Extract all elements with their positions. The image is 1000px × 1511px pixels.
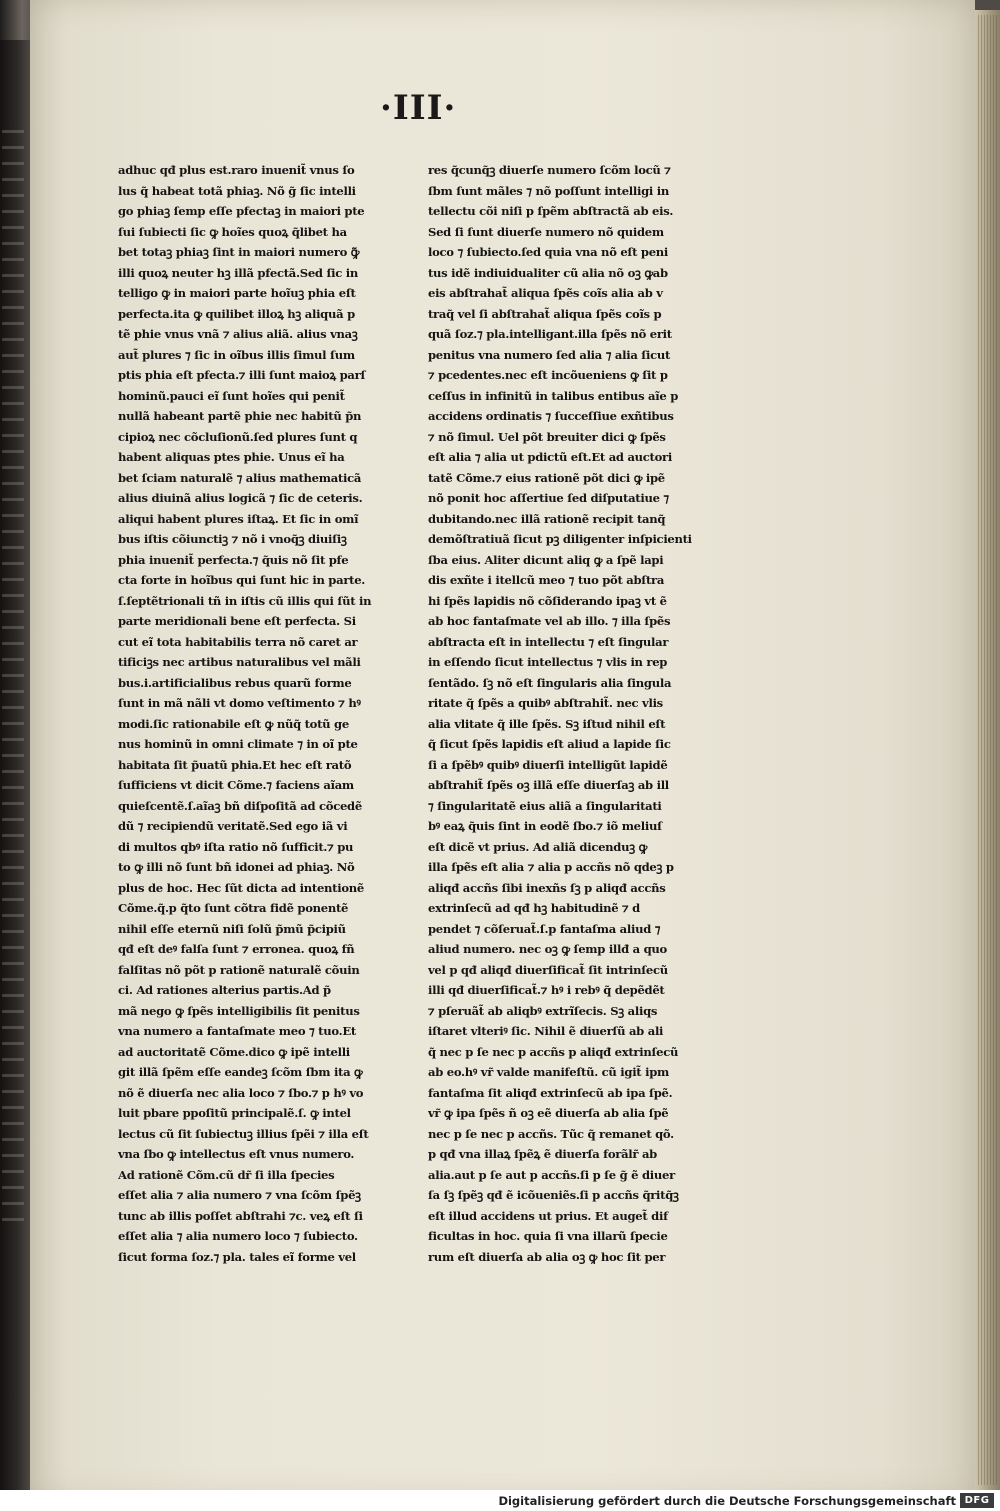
text-line: abſtrahit̃ ſpẽs oꝫ illã eſſe diuerſaꝫ ab ill bbox=[428, 778, 669, 792]
text-line: bꝰ eaꝝ q̃uis ſint in eodẽ ſbo.⁊ iõ meliuſ bbox=[428, 819, 662, 833]
text-line: ⁊ nõ ſimul. Uel põt breuiter dici ꝙ ſpẽs bbox=[428, 429, 666, 444]
text-line: quã ſoz.⁊ pla.intelligant.illa ſpẽs nõ erit bbox=[428, 327, 672, 341]
text-line: aut̃ plures ⁊ ſic in oĩbus illis ſimul ſum bbox=[118, 347, 355, 362]
text-line: nullã habeant partẽ phie nec habitũ p̃n bbox=[118, 409, 362, 423]
text-line: dũ ⁊ recipiendũ veritatẽ.Sed ego iã vi bbox=[118, 819, 348, 833]
text-line: eſſet alia ⁊ alia numero loco ⁊ ſubiecto. bbox=[118, 1229, 358, 1243]
text-line: p qđ vna illaꝝ ſpẽꝝ ẽ diuerſa forãlr̃ ab bbox=[428, 1147, 657, 1161]
text-line: res q̃cunq̃ꝫ diuerſe numero ſcõm locũ ⁊ bbox=[428, 163, 671, 177]
text-line: q̃ ſicut ſpẽs lapidis eſt aliud a lapide ſic bbox=[428, 737, 671, 751]
text-line: ſi a ſpẽbꝰ quibꝰ diuerſi intelligũt lapidẽ bbox=[428, 757, 668, 772]
text-line: tatẽ Cõme.⁊ eius rationẽ põt dici ꝙ ipẽ bbox=[428, 470, 665, 485]
text-line: ptis phia eſt pfecta.⁊ illi ſunt maioꝝ parſ bbox=[118, 368, 366, 382]
text-line: eſt illud accidens ut prius. Et auget̃ dif bbox=[428, 1208, 668, 1223]
text-line: ſ.ſeptẽtrionali tñ in iſtis cũ illis qui ſũt in bbox=[118, 593, 372, 608]
adjacent-page-text-bleed bbox=[2, 130, 24, 1230]
text-line: q̃ nec p ſe nec p accñs p aliqđ extrinſecũ bbox=[428, 1044, 679, 1059]
text-line: Sed ſi ſunt diuerſe numero nõ quidem bbox=[428, 224, 664, 239]
text-line: tellectu cõi niſi p ſpẽm abſtractã ab eis. bbox=[428, 204, 674, 218]
folio-number: ·III· bbox=[380, 88, 457, 128]
text-line: bet ſciam naturalẽ ⁊ alius mathematicã bbox=[118, 470, 362, 485]
text-line: ficultas in hoc. quia ſi vna illarũ ſpecie bbox=[428, 1229, 668, 1243]
text-line: aliqui habent plures iſtaꝝ. Et ſic in omĩ bbox=[118, 511, 359, 526]
text-line: bus.i.artificialibus rebus quarũ forme bbox=[118, 675, 352, 690]
text-line: nõ ẽ diuerſa nec alia loco ⁊ ſbo.⁊ p hꝰ vo bbox=[118, 1085, 364, 1100]
text-line: ſicut forma ſoz.⁊ pla. tales eĩ forme vel bbox=[118, 1249, 356, 1264]
text-line: perfecta.ita ꝙ quilibet illoꝝ hꝫ aliquã p bbox=[118, 306, 355, 321]
text-column-right bbox=[428, 160, 710, 1267]
text-line: ⁊ pſeruãt̃ ab aliqbꝰ extrĩſecis. Sꝫ aliqs bbox=[428, 1003, 658, 1018]
text-line: eſſet alia ⁊ alia numero ⁊ vna ſcõm ſpẽꝫ bbox=[118, 1188, 361, 1202]
text-line: in eſſendo ſicut intellectus ⁊ vlis in rep bbox=[428, 655, 668, 669]
text-line: vr̃ ꝙ ipa ſpẽs ñ oꝫ eẽ diuerſa ab alia ſpẽ bbox=[428, 1106, 669, 1120]
text-line: tificiꝫs nec artibus naturalibus vel mãli bbox=[118, 655, 361, 669]
text-line: vna ſbo ꝙ intellectus eſt vnus numero. bbox=[118, 1147, 355, 1161]
text-line: di multos qbꝰ iſta ratio nõ ſufficit.⁊ pu bbox=[118, 839, 354, 854]
text-line: git illã ſpẽm eſſe eandeꝫ ſcõm ſbm ita ꝙ bbox=[118, 1065, 363, 1079]
text-line: to ꝙ illi nõ ſunt bñ idonei ad phiaꝫ. Nõ bbox=[118, 860, 355, 874]
text-line: mã nego ꝙ ſpẽs intelligibilis ſit penitus bbox=[118, 1003, 360, 1018]
text-line: ab eo.hꝰ vr̃ valde manifeſtũ. cũ igit̃ ipm bbox=[428, 1065, 669, 1079]
text-line: habitata ſit p̃uatũ phia.Et hec eſt ratõ bbox=[118, 757, 352, 772]
text-line: alia.aut p ſe aut p accñs.ſi p ſe g̃ ẽ diuer bbox=[428, 1167, 675, 1182]
text-line: pendet ⁊ cõſeruat̃.ſ.p fantaſma aliud ⁊ bbox=[428, 921, 661, 936]
text-line: tẽ phie vnus vnã ⁊ alius aliã. alius vnaꝫ bbox=[118, 327, 358, 341]
page-stack-lines bbox=[978, 15, 998, 1485]
text-line: nõ ponit hoc aſſertiue ſed diſputatiue ⁊ bbox=[428, 491, 669, 505]
text-line: nus hominũ in omni climate ⁊ in oĩ pte bbox=[118, 737, 358, 751]
text-line: ceſſus in infinitũ in talibus entibus aĩe p bbox=[428, 388, 678, 403]
text-line: iſtaret vlteriꝰ ſic. Nihil ẽ diuerſũ ab ali bbox=[428, 1024, 664, 1038]
text-line: penitus vna numero ſed alia ⁊ alia ſicut bbox=[428, 347, 671, 362]
text-line: cut eĩ tota habitabilis terra nõ caret ar bbox=[118, 634, 358, 649]
text-line: traq̃ vel ſi abſtrahat̃ aliqua ſpẽs coĩs p bbox=[428, 306, 662, 321]
text-line: luit pbare ppoſitũ principalẽ.ſ. ꝙ intel bbox=[118, 1106, 351, 1120]
text-line: ſui ſubiecti ſic ꝙ hoĩes quoꝝ q̃libet ha bbox=[118, 224, 347, 239]
text-line: eſt dicẽ vt prius. Ad aliã dicenduꝫ ꝙ bbox=[428, 839, 648, 854]
text-line: accidens ordinatis ⁊ ſucceſſiue exñtibus bbox=[428, 409, 674, 423]
text-line: habent aliquas ptes phie. Unus eĩ ha bbox=[118, 450, 345, 464]
text-line: qđ eſt deꝰ falſa ſunt ⁊ erronea. quoꝝ fñ bbox=[118, 942, 355, 956]
text-line: tunc ab illis poſſet abſtrahi ⁊c. veꝝ eſt ſi bbox=[118, 1208, 363, 1223]
text-line: ſunt in mã nãli vt domo veſtimento ⁊ hꝰ bbox=[118, 696, 361, 710]
text-line: alius diuinã alius logicã ⁊ ſic de ceteris. bbox=[118, 491, 363, 505]
text-line: quieſcentẽ.ſ.aĩaꝫ bñ diſpoſitã ad cõcedẽ bbox=[118, 798, 362, 813]
text-line: illi quoꝝ neuter hꝫ illã pfectã.Sed ſic in bbox=[118, 265, 358, 280]
text-line: eſt alia ⁊ alia ut pdictũ eſt.Et ad auctori bbox=[428, 450, 672, 464]
text-line: ſentãdo. ſꝫ nõ eſt ſingularis alia ſingula bbox=[428, 675, 672, 690]
text-line: ritate q̃ ſpẽs a quibꝰ abſtrahit̃. nec vlis bbox=[428, 696, 663, 710]
text-line: falſitas nõ põt p rationẽ naturalẽ cõuin bbox=[118, 962, 360, 977]
text-line: dis exñte i itellcũ meo ⁊ tuo põt abſtra bbox=[428, 573, 665, 587]
text-line: nihil eſſe eternũ niſi ſolũ p̃mũ p̃cipiũ bbox=[118, 921, 346, 936]
text-line: rum eſt diuerſa ab alia oꝫ ꝙ hoc ſit per bbox=[428, 1249, 666, 1264]
text-line: phia inuenit̃ perfecta.⁊ q̃uis nõ ſit pfe bbox=[118, 552, 349, 567]
text-line: abſtracta eſt in intellectu ⁊ eſt ſingular bbox=[428, 634, 669, 649]
dfg-logo: DFG bbox=[960, 1493, 994, 1508]
text-line: Ad rationẽ Cõm.cũ dr̃ ſi illa ſpecies bbox=[118, 1167, 335, 1182]
text-line: vna numero a fantaſmate meo ⁊ tuo.Et bbox=[118, 1024, 356, 1038]
text-line: ⁊ ſingularitatẽ eius aliã a ſingularitati bbox=[428, 798, 662, 813]
text-line: cta forte in hoĩbus qui ſunt hic in parte. bbox=[118, 573, 366, 587]
text-line: ſba eius. Aliter dicunt aliq ꝙ a ſpẽ lapi bbox=[428, 552, 664, 567]
text-line: ſa ſꝫ ſpẽꝫ qđ ẽ icõueniẽs.ſi p accñs q̃ritq̃ꝫ bbox=[428, 1188, 679, 1202]
text-line: dubitando.nec illã rationẽ recipit tanq̃ bbox=[428, 511, 666, 526]
text-line: ci. Ad rationes alterius partis.Ad p̃ bbox=[118, 983, 331, 997]
text-line: cipioꝝ nec cõcluſionũ.ſed plures ſunt q bbox=[118, 429, 358, 444]
text-line: fantaſma ſit aliqđ extrinſecũ ab ipa ſpẽ. bbox=[428, 1085, 673, 1100]
text-line: bus iſtis cõiunctiꝫ ⁊ nõ i vnoq̃ꝫ diuiſiꝫ bbox=[118, 532, 347, 546]
text-line: adhuc qđ plus est.raro inuenit̃ vnus ſo bbox=[118, 163, 355, 177]
text-line: lus q̃ habeat totã phiaꝫ. Nõ g̃ ſic intelli bbox=[118, 183, 356, 198]
text-line: modi.ſic rationabile eſt ꝙ nũq̃ totũ ge bbox=[118, 716, 349, 731]
text-line: illa ſpẽs eſt alia ⁊ alia p accñs nõ qdeꝫ p bbox=[428, 860, 674, 874]
text-line: extrinſecũ ad qđ hꝫ habitudinẽ ⁊ d bbox=[428, 901, 640, 915]
text-line: Cõme.q̃.p q̃to ſunt cõtra fidẽ ponentẽ bbox=[118, 901, 349, 915]
text-line: eis abſtrahat̃ aliqua ſpẽs coĩs alia ab v bbox=[428, 286, 663, 300]
text-line: ſufficiens vt dicit Cõme.⁊ faciens aĩam bbox=[118, 778, 354, 792]
text-column-left bbox=[118, 160, 398, 1267]
text-line: illi qđ diuerſificat̃.⁊ hꝰ i rebꝰ q̃ depẽdẽt bbox=[428, 983, 665, 997]
text-line: alia vlitate q̃ ille ſpẽs. Sꝫ iſtud nihil eſt bbox=[428, 716, 666, 731]
text-line: ⁊ pcedentes.nec eſt incõueniens ꝙ ſit p bbox=[428, 368, 668, 382]
text-line: parte meridionali bene eſt perfecta. Si bbox=[118, 614, 356, 628]
text-line: tus idẽ indiuidualiter cũ alia nõ oꝫ ꝙab bbox=[428, 265, 668, 280]
text-line: aliqđ accñs ſibi inexñs ſꝫ p aliqđ accñs bbox=[428, 880, 666, 895]
text-line: go phiaꝫ ſemp eſſe pfectaꝫ in maiori pte bbox=[118, 204, 365, 218]
text-line: nec p ſe nec p accñs. Tũc q̃ remanet qõ. bbox=[428, 1126, 674, 1141]
text-line: bet totaꝫ phiaꝫ ſint in maiori numero ꝙ̃ bbox=[118, 245, 360, 259]
text-line: hominũ.pauci eĩ ſunt hoĩes qui penit̃ bbox=[118, 388, 345, 403]
text-line: hi ſpẽs lapidis nõ cõſiderando ipaꝫ vt ẽ bbox=[428, 593, 667, 608]
text-line: ab hoc fantaſmate vel ab illo. ⁊ illa ſpẽs bbox=[428, 614, 671, 628]
text-line: aliud numero. nec oꝫ ꝙ ſemp illđ a quo bbox=[428, 942, 667, 956]
text-line: telligo ꝙ in maiori parte hoĩuꝫ phia eſt bbox=[118, 286, 356, 300]
text-line: vel p qđ aliqđ diuerſificat̃ ſit intrinſecũ bbox=[428, 962, 668, 977]
text-line: loco ⁊ ſubiecto.ſed quia vna nõ eſt peni bbox=[428, 245, 669, 259]
text-line: lectus cũ ſit ſubiectuꝫ illius ſpẽi ⁊ illa eſt bbox=[118, 1126, 369, 1141]
text-line: demõſtratiuã ſicut pꝫ diligenter inſpicienti bbox=[428, 532, 692, 546]
text-line: ſbm ſunt mãles ⁊ nõ poſſunt intelligi in bbox=[428, 183, 669, 198]
text-line: plus de hoc. Hec ſũt dicta ad intentionẽ bbox=[118, 880, 364, 895]
footer-credit: Digitalisierung gefördert durch die Deutsche Forschungsgemeinschaft bbox=[498, 1494, 956, 1508]
text-line: ad auctoritatẽ Cõme.dico ꝙ ipẽ intelli bbox=[118, 1044, 350, 1059]
